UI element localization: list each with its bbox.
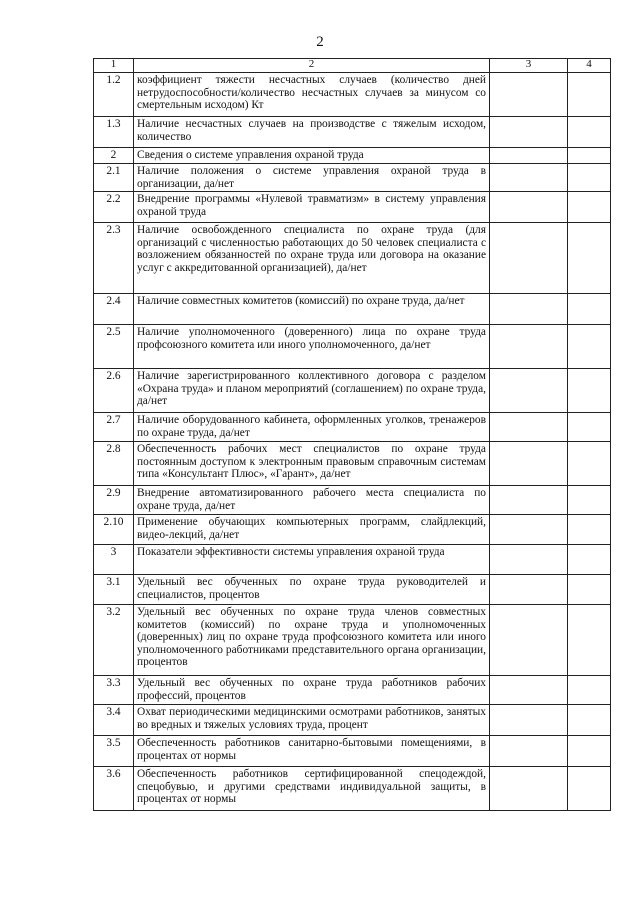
row-value-cell [490,442,568,486]
row-value-cell [490,294,568,325]
header-cell-3: 3 [490,59,568,73]
table-row [94,369,611,413]
row-indicator-text: Удельный вес обученных по охране труда руководителей и специалистов, процентов [134,575,490,605]
row-value-cell [568,486,611,515]
row-value-cell [490,575,568,605]
row-value-cell [568,442,611,486]
row-value-cell [568,545,611,575]
table-row [94,575,611,605]
table-row [94,736,611,767]
row-value-cell [490,413,568,442]
row-number: 2.4 [94,294,134,325]
row-number: 2.9 [94,486,134,515]
row-value-cell [568,117,611,148]
row-value-cell [568,767,611,811]
row-number: 3.4 [94,705,134,736]
table-row [94,164,611,192]
table-row [94,148,611,164]
row-indicator-text: Сведения о системе управления охраной труда [134,148,490,164]
table-row [94,605,611,676]
row-indicator-text: Обеспеченность работников санитарно-бытовыми помещениями, в процентах от нормы [134,736,490,767]
table-row [94,486,611,515]
row-indicator-text: Наличие несчастных случаев на производстве с тяжелым исходом, количество [134,117,490,148]
page-number: 2 [316,34,324,50]
indicators-table [93,58,611,811]
row-value-cell [490,705,568,736]
row-number: 3.1 [94,575,134,605]
row-number: 2.7 [94,413,134,442]
row-indicator-text: Удельный вес обученных по охране труда членов совместных комитетов (комиссий) по охране труда и уполномоченных (доверенных) лиц по охране труда профсоюзного комитета или иного уполномоченного работниками представительного органа организации, процентов [134,605,490,676]
header-cell-1: 1 [94,59,134,73]
row-indicator-text: Внедрение автоматизированного рабочего места специалиста по охране труда, да/нет [134,486,490,515]
row-number: 2 [94,148,134,164]
row-value-cell [490,164,568,192]
row-value-cell [568,192,611,223]
table-row [94,117,611,148]
row-value-cell [568,164,611,192]
row-number: 3.5 [94,736,134,767]
table-row [94,73,611,117]
row-value-cell [490,767,568,811]
row-number: 3 [94,545,134,575]
row-value-cell [490,736,568,767]
row-number: 2.6 [94,369,134,413]
row-indicator-text: Наличие освобожденного специалиста по охране труда (для организаций с численностью работающих до 50 человек специалиста с возложением обязанностей по охране труда или договора на оказание услуг с аккредитованной организацией), да/нет [134,223,490,294]
row-number: 2.1 [94,164,134,192]
row-indicator-text: Внедрение программы «Нулевой травматизм» в систему управления охраной труда [134,192,490,223]
row-indicator-text: Применение обучающих компьютерных программ, слайдлекций, видео-лекций, да/нет [134,515,490,545]
row-value-cell [568,369,611,413]
row-number: 2.2 [94,192,134,223]
row-number: 2.8 [94,442,134,486]
table-row [94,442,611,486]
row-value-cell [568,325,611,369]
table-row [94,413,611,442]
row-number: 3.2 [94,605,134,676]
row-number: 2.3 [94,223,134,294]
row-value-cell [490,325,568,369]
row-value-cell [490,486,568,515]
table-row [94,223,611,294]
row-value-cell [568,223,611,294]
row-value-cell [568,148,611,164]
row-indicator-text: Наличие зарегистрированного коллективного договора с разделом «Охрана труда» и планом мероприятий (соглашением) по охране труда, да/нет [134,369,490,413]
row-indicator-text: Обеспеченность рабочих мест специалистов по охране труда постоянным доступом к электронным правовым справочным системам типа «Консультант Плюс», «Гарант», да/нет [134,442,490,486]
row-indicator-text: Обеспеченность работников сертифицированной спецодеждой, спецобувью, и другими средствами индивидуальной защиты, в процентах от нормы [134,767,490,811]
row-value-cell [568,736,611,767]
table-row [94,676,611,705]
row-indicator-text: Удельный вес обученных по охране труда работников рабочих профессий, процентов [134,676,490,705]
table-row [94,192,611,223]
row-value-cell [568,73,611,117]
row-value-cell [568,515,611,545]
row-value-cell [568,676,611,705]
row-value-cell [490,117,568,148]
row-indicator-text: коэффициент тяжести несчастных случаев (количество дней нетрудоспособности/количество несчастных случаев за минусом со смертельным исходом) Кт [134,73,490,117]
row-number: 2.5 [94,325,134,369]
header-cell-2: 2 [134,59,490,73]
row-value-cell [568,575,611,605]
table-row [94,767,611,811]
row-number: 2.10 [94,515,134,545]
row-value-cell [490,223,568,294]
row-value-cell [568,705,611,736]
row-number: 3.3 [94,676,134,705]
row-value-cell [490,369,568,413]
table-row [94,325,611,369]
table-header-row [94,59,611,73]
table-row [94,294,611,325]
row-value-cell [490,148,568,164]
row-value-cell [490,605,568,676]
row-indicator-text: Наличие совместных комитетов (комиссий) по охране труда, да/нет [134,294,490,325]
row-indicator-text: Наличие положения о системе управления охраной труда в организации, да/нет [134,164,490,192]
row-value-cell [490,545,568,575]
row-number: 1.3 [94,117,134,148]
row-indicator-text: Наличие уполномоченного (доверенного) лица по охране труда профсоюзного комитета или иного уполномоченного, да/нет [134,325,490,369]
row-indicator-text: Показатели эффективности системы управления охраной труда [134,545,490,575]
row-value-cell [568,605,611,676]
row-indicator-text: Охват периодическими медицинскими осмотрами работников, занятых во вредных и тяжелых условиях труда, процент [134,705,490,736]
table-row [94,545,611,575]
table-row [94,515,611,545]
table-row [94,705,611,736]
row-value-cell [490,192,568,223]
row-value-cell [490,676,568,705]
row-value-cell [568,413,611,442]
row-number: 1.2 [94,73,134,117]
row-value-cell [490,73,568,117]
row-value-cell [490,515,568,545]
row-indicator-text: Наличие оборудованного кабинета, оформленных уголков, тренажеров по охране труда, да/нет [134,413,490,442]
header-cell-4: 4 [568,59,611,73]
row-number: 3.6 [94,767,134,811]
row-value-cell [568,294,611,325]
